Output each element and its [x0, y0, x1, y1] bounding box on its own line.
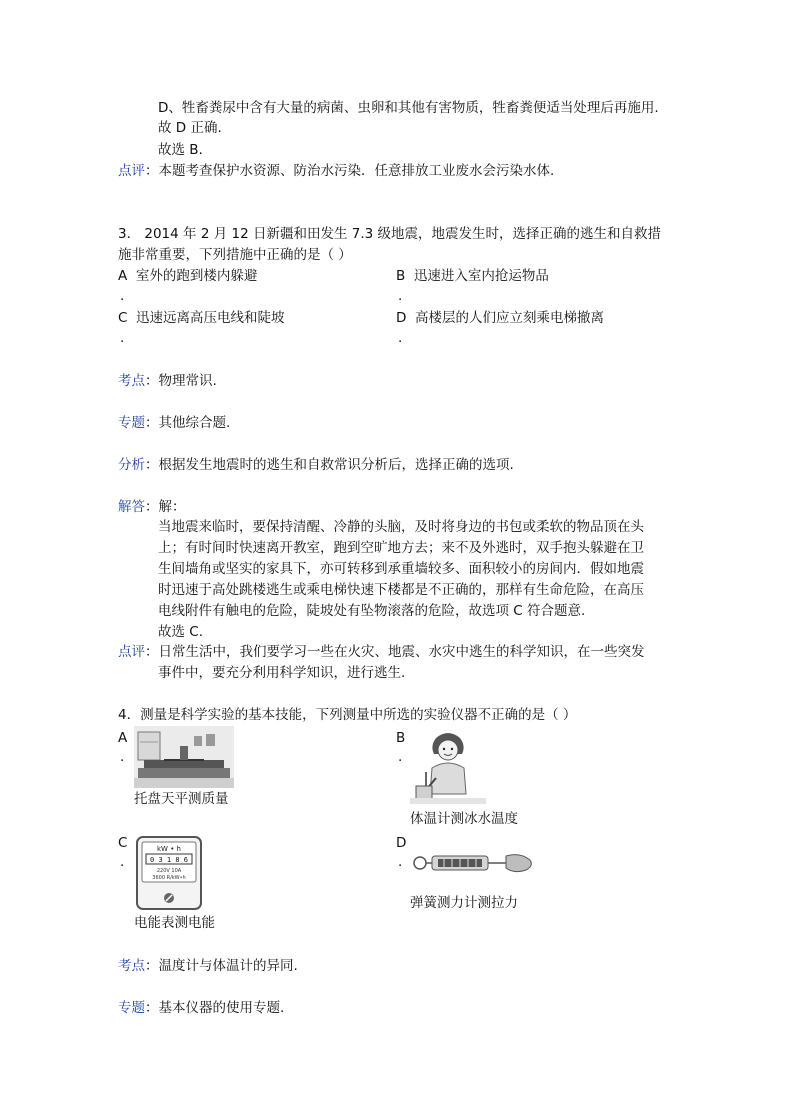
q4-option-c-caption: 电能表测电能 [134, 915, 215, 931]
q3-answer-line-5: 电线附件有触电的危险，陡坡处有坠物滚落的危险，故选项 C 符合题意. [158, 603, 586, 619]
q4-option-d-dot: . [398, 854, 403, 870]
q3-comment-line-2: 事件中，要充分利用科学知识，进行逃生. [158, 665, 406, 681]
q3-answer-line-6: 故选 C. [158, 624, 204, 640]
q4-option-d-letter: D [396, 835, 407, 851]
q4-option-c-letter: C [118, 835, 128, 851]
q3-option-d-dot: . [398, 330, 403, 346]
q3-stem-line-2: 施非常重要，下列措施中正确的是（ ） [118, 247, 352, 263]
q4-option-d-caption: 弹簧测力计测拉力 [410, 895, 518, 911]
q3-option-d: D 高楼层的人们应立刻乘电梯撤离 [396, 310, 604, 326]
q4-stem: 4．测量是科学实验的基本技能，下列测量中所选的实验仪器不正确的是（ ） [118, 707, 577, 723]
meter-rate: 3600 R/kW•h [152, 875, 186, 881]
q3-stem-line-1: 3． 2014 年 2 月 12 日新疆和田发生 7.3 级地震，地震发生时，选择正确的逃生和自救措 [118, 226, 662, 242]
q4-option-b-caption: 体温计测冰水温度 [410, 811, 518, 827]
student-thermometer-icon [410, 728, 486, 804]
meter-unit: kW • h [157, 845, 181, 853]
q4-option-c-dot: . [120, 854, 125, 870]
q4-option-a-dot: . [120, 749, 125, 765]
comment-label: 点评 [118, 163, 145, 179]
q3-zhuanti: 专题：其他综合题. [118, 415, 231, 431]
q3-option-b: B 迅速进入室内抢运物品 [396, 268, 549, 284]
energy-meter-icon [136, 836, 202, 910]
q2-comment: 点评：本题考查保护水资源、防治水污染．任意排放工业废水会污染水体. [118, 163, 555, 179]
q3-comment: 点评：日常生活中，我们要学习一些在火灾、地震、水灾中逃生的科学知识，在一些突发 [118, 644, 645, 660]
q3-answer-line-2: 上；有时间时快速离开教室，跑到空旷地方去；来不及外逃时，双手抱头躲避在卫 [158, 540, 644, 556]
balance-scale-icon [134, 726, 234, 788]
q4-kaodian: 考点：温度计与体温计的异同. [118, 958, 298, 974]
q3-kaodian: 考点：物理常识. [118, 373, 217, 389]
q4-option-b-dot: . [398, 749, 403, 765]
q3-fenxi: 分析：根据发生地震时的逃生和自救常识分析后，选择正确的选项. [118, 457, 514, 473]
meter-spec: 220V 10A [156, 868, 182, 874]
q4-option-a-letter: A [118, 730, 128, 746]
q3-jieda: 解答：解： [118, 499, 186, 515]
q3-answer-line-4: 时迅速于高处跳楼逃生或乘电梯快速下楼都是不正确的，那样有生命危险，在高压 [158, 582, 644, 598]
q3-option-c-dot: . [120, 330, 125, 346]
meter-digits: 0 3 1 8 6 [150, 856, 188, 864]
q3-option-a: A 室外的跑到楼内躲避 [118, 268, 258, 284]
comment-text: 本题考查保护水资源、防治水污染．任意排放工业废水会污染水体. [158, 163, 555, 179]
q3-answer-line-1: 当地震来临时，要保持清醒、冷静的头脑，及时将身边的书包或柔软的物品顶在头 [158, 519, 644, 535]
q2-option-d-text: D、牲畜粪尿中含有大量的病菌、虫卵和其他有害物质，牲畜粪便适当处理后再施用. [158, 100, 659, 116]
q2-choose: 故选 B. [158, 142, 203, 158]
spring-scale-icon [410, 846, 536, 880]
q3-option-c: C 迅速远离高压电线和陡坡 [118, 310, 285, 326]
q4-option-b-letter: B [396, 730, 406, 746]
q3-option-b-dot: . [398, 288, 403, 304]
q4-zhuanti: 专题：基本仪器的使用专题. [118, 1000, 285, 1016]
q4-option-a-caption: 托盘天平测质量 [134, 791, 229, 807]
q3-option-a-dot: . [120, 288, 125, 304]
q2-conclusion-d: 故 D 正确. [158, 120, 222, 136]
q3-answer-line-3: 生间墙角或坚实的家具下，亦可转移到承重墙较多、面积较小的房间内．假如地震 [158, 561, 644, 577]
